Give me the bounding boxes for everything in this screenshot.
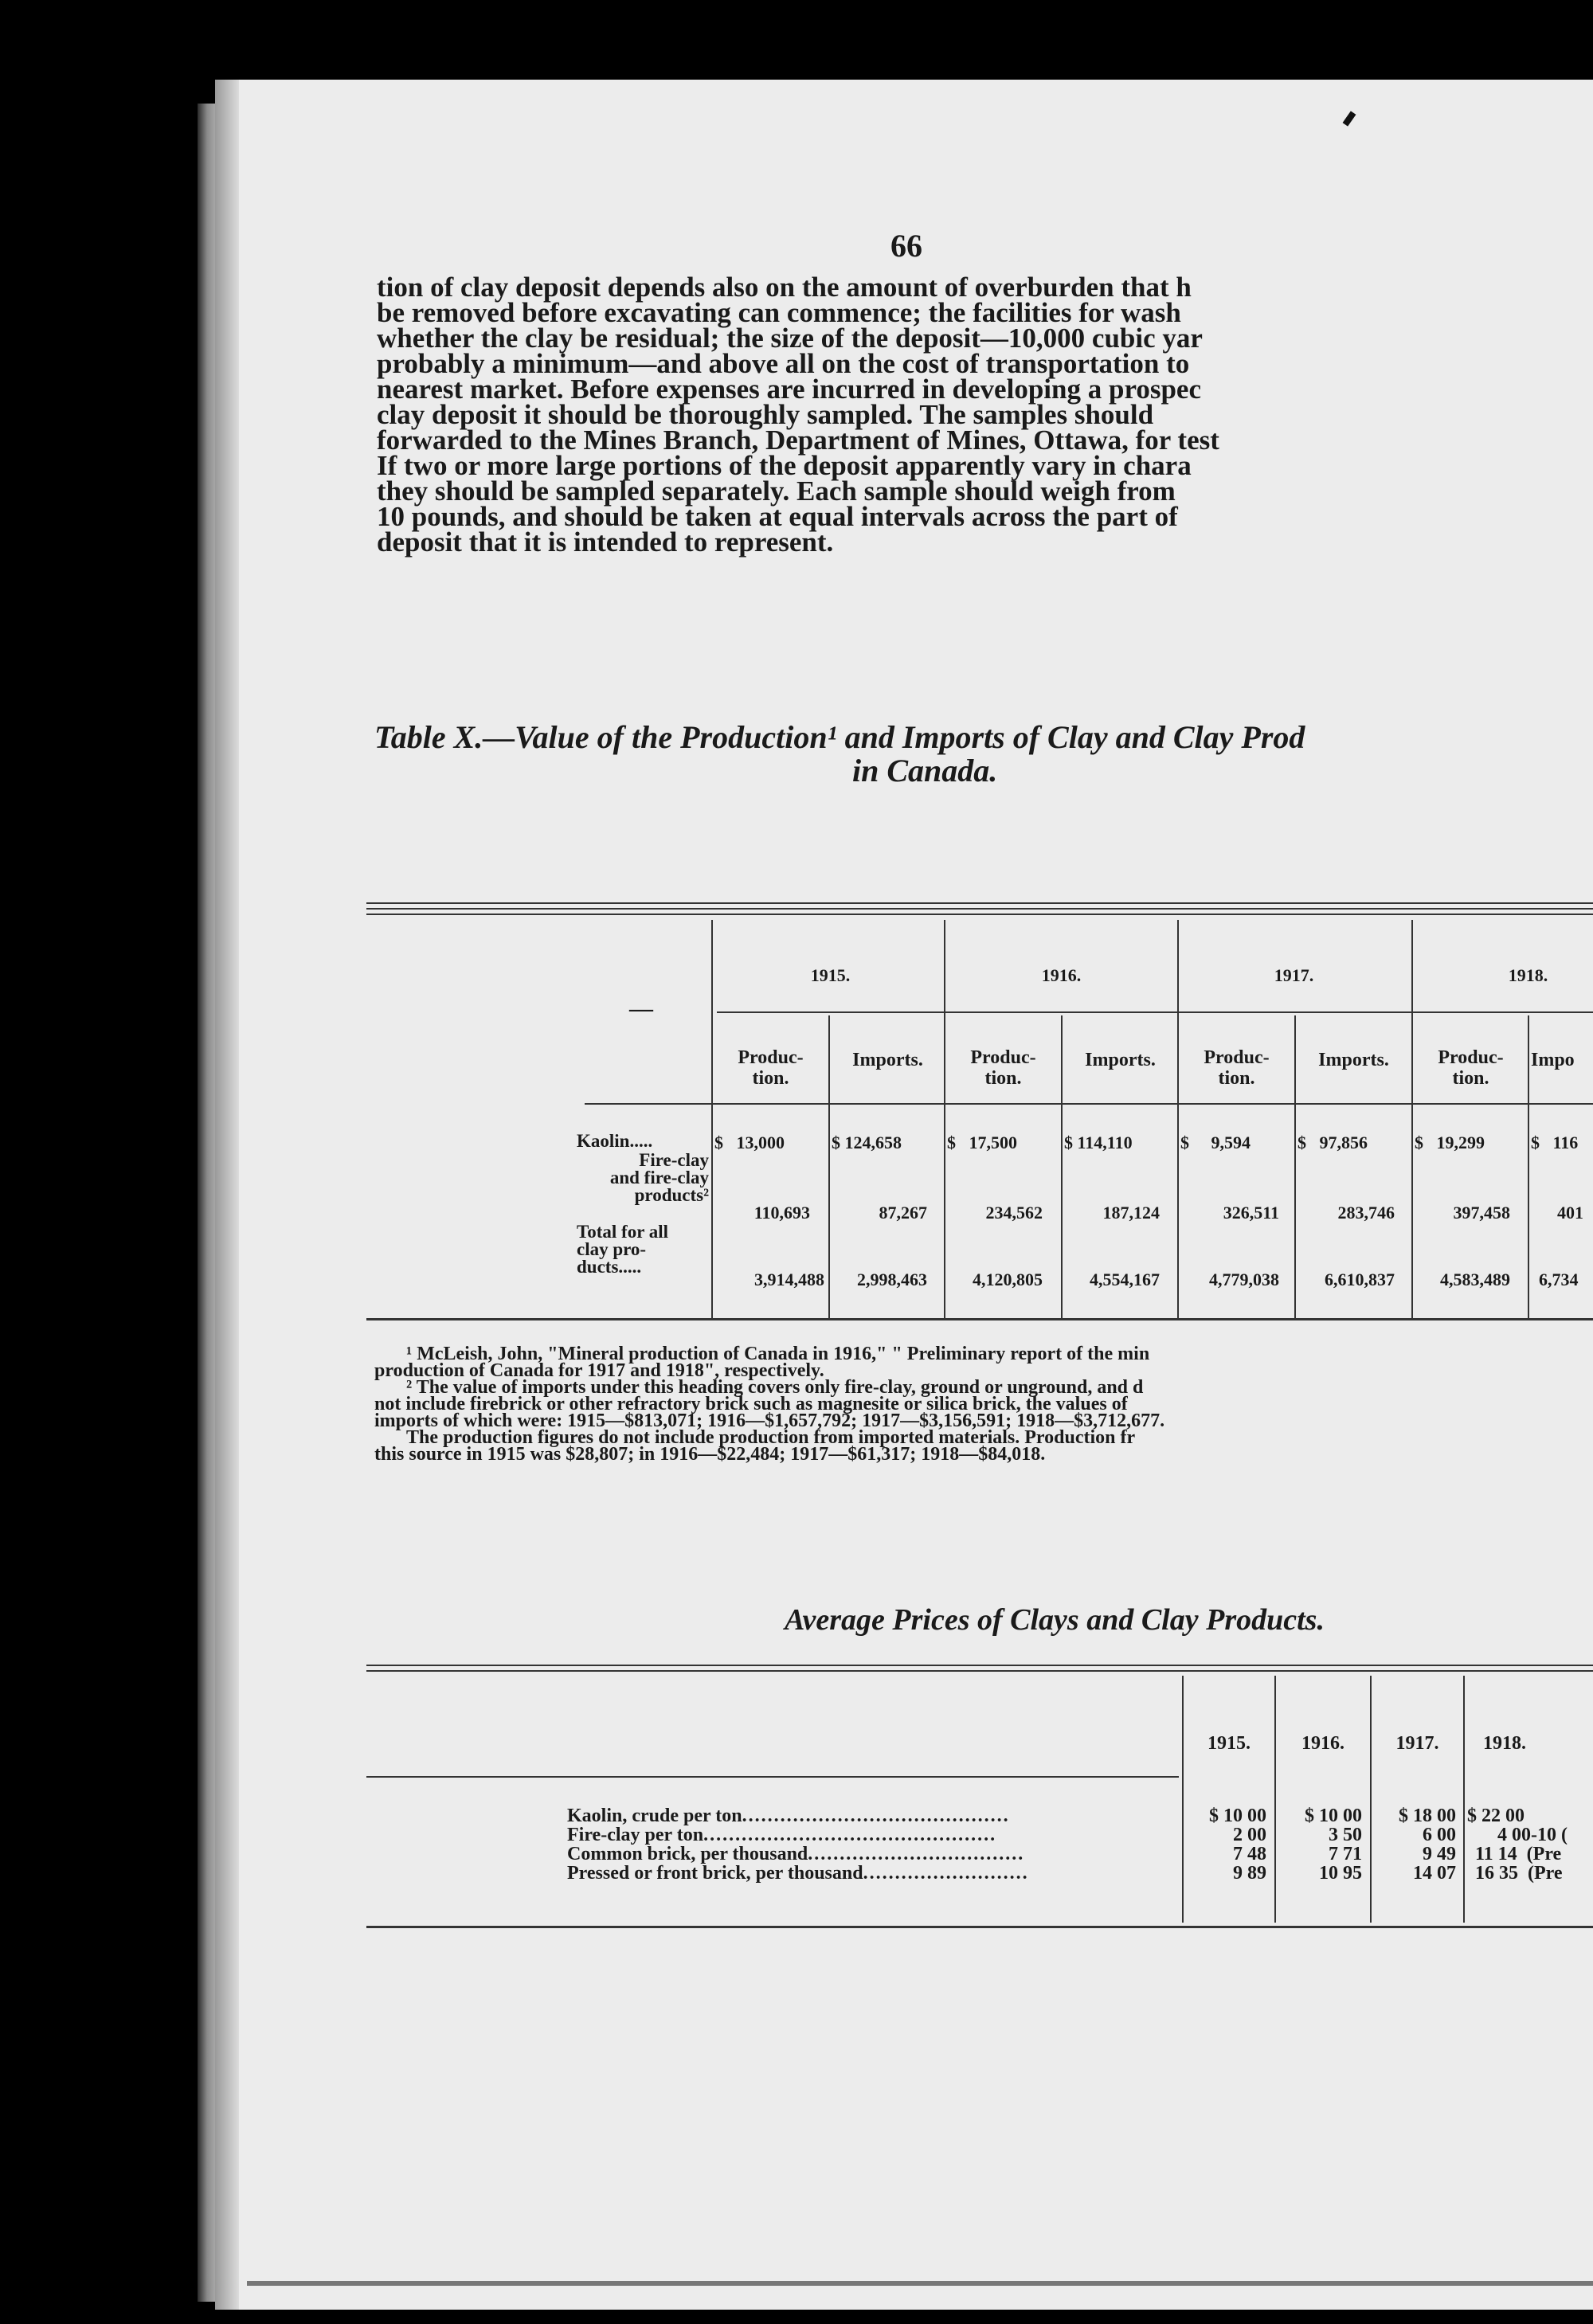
paragraph-line: whether the clay be residual; the size of the deposit—10,000 cubic yar [377,323,1203,354]
table-rule [366,914,1593,915]
scan-mark [1343,111,1356,126]
table-cell: $ 97,856 [1297,1133,1368,1152]
paragraph-line: be removed before excavating can commence; the facilities for wash [377,297,1181,328]
column-header: Impo [1531,1050,1575,1070]
price-cell: 9 49 [1423,1844,1456,1864]
year-header: 1915. [1207,1733,1251,1754]
table-cell: $ 124,658 [832,1133,902,1152]
price-cell: $ 10 00 [1209,1806,1266,1826]
footnote-line: not include firebrick or other refractory brick such as magnesite or silica brick, the values of [374,1394,1128,1414]
year-header: 1918. [1508,965,1548,985]
table-x-title-line: Table X.—Value of the Production¹ and Imports of Clay and Clay Prod [374,719,1305,755]
table-cell: 6,610,837 [1325,1270,1395,1289]
table-rule [585,1103,1593,1105]
row-label: Total for all clay pro- ducts..... [577,1222,669,1277]
price-cell: 4 00-10 ( [1497,1825,1568,1845]
table-cell: 110,693 [753,1203,810,1223]
paragraph-line: nearest market. Before expenses are incurred in developing a prospec [377,374,1201,405]
year-header: 1917. [1395,1733,1439,1754]
price-row-label: Kaolin, crude per ton.......................................... [567,1806,1010,1826]
price-row-label: Common brick, per thousand.................................. [567,1844,1025,1864]
year-header: 1916. [1301,1733,1344,1754]
footnote-line: ¹ McLeish, John, "Mineral production of Canada in 1916," " Preliminary report of the min [406,1344,1150,1364]
table-cell: 401 [1557,1203,1583,1223]
footnote-line: production of Canada for 1917 and 1918", respectively. [374,1360,824,1381]
year-header: 1916. [1041,965,1082,985]
table-cell: 397,458 [1453,1203,1510,1223]
table-corner: — [629,996,653,1022]
price-cell: 2 00 [1233,1825,1266,1845]
price-cell: 16 35 (Pre [1475,1863,1563,1884]
paragraph-line: deposit that it is intended to represent. [377,526,834,558]
page-number: 66 [890,228,922,264]
row-label: Fire-clay and fire-clay products² [609,1150,709,1205]
table-cell: 4,554,167 [1090,1270,1160,1289]
price-cell: 11 14 (Pre [1475,1844,1562,1864]
table-cell: 187,124 [1102,1203,1160,1223]
body-paragraph [377,272,1593,558]
footnotes [374,1346,1593,1463]
table-cell: 2,998,463 [857,1270,927,1289]
price-cell: 7 71 [1329,1844,1362,1864]
table-cell: $ 116 [1531,1133,1579,1152]
price-row-label: Fire-clay per ton.............................................. [567,1825,997,1845]
table-x-title-line: in Canada. [852,753,998,788]
price-cell: $ 18 00 [1399,1806,1456,1826]
table-rule [366,902,1593,904]
column-header: Imports. [1318,1050,1389,1070]
table-cell: 6,734 [1539,1270,1579,1289]
column-header: Produc- tion. [738,1047,804,1089]
table-cell: 326,511 [1223,1203,1279,1223]
year-header: 1917. [1274,965,1314,985]
column-header: Produc- tion. [970,1047,1036,1089]
paragraph-line: 10 pounds, and should be taken at equal intervals across the part of [377,501,1178,532]
column-header: Imports. [852,1050,923,1070]
price-cell: 14 07 [1413,1863,1456,1884]
table-cell: $ 17,500 [947,1133,1017,1152]
table-cell: $ 114,110 [1064,1133,1133,1152]
table-cell: 4,779,038 [1209,1270,1279,1289]
paragraph-line: forwarded to the Mines Branch, Department of Mines, Ottawa, for test [377,425,1219,456]
column-header: Produc- tion. [1438,1047,1504,1089]
price-cell: 7 48 [1233,1844,1266,1864]
table-cell: 3,914,488 [754,1270,824,1289]
year-header: 1918. [1483,1733,1526,1754]
price-cell: $ 22 00 [1467,1806,1525,1826]
table-cell: $ 19,299 [1415,1133,1485,1152]
table-cell: 4,120,805 [973,1270,1043,1289]
average-prices-title: Average Prices of Clays and Clay Products. [785,1603,1325,1637]
paragraph-line: probably a minimum—and above all on the cost of transportation to [377,348,1190,379]
table-cell: $ 9,594 [1180,1133,1251,1152]
footnote-line: imports of which were: 1915—$813,071; 1916—$1,657,792; 1917—$3,156,591; 1918—$3,712,677. [374,1410,1165,1431]
footnote-line: ² The value of imports under this heading covers only fire-clay, ground or unground, and d [406,1377,1144,1398]
table-cell: 4,583,489 [1440,1270,1510,1289]
price-cell: $ 10 00 [1305,1806,1362,1826]
table-rule [366,908,1593,910]
table-x-title [374,721,1593,788]
column-header: Produc- tion. [1204,1047,1270,1089]
table-cell: 87,267 [879,1203,927,1223]
paragraph-line: If two or more large portions of the deposit apparently vary in chara [377,450,1192,481]
table-rule [366,1318,1593,1320]
footnote-line: The production figures do not include production from imported materials. Production fr [406,1427,1136,1448]
price-cell: 6 00 [1423,1825,1456,1845]
table-cell: $ 13,000 [714,1133,785,1152]
paragraph-line: they should be sampled separately. Each sample should weigh from [377,475,1176,507]
row-label: Kaolin..... [577,1131,653,1151]
price-row-label: Pressed or front brick, per thousand.......................... [567,1863,1029,1884]
table-cell: 283,746 [1337,1203,1395,1223]
footnote-line: this source in 1915 was $28,807; in 1916—$22,484; 1917—$61,317; 1918—$84,018. [374,1444,1046,1465]
column-header: Imports. [1085,1050,1156,1070]
price-cell: 3 50 [1329,1825,1362,1845]
paragraph-line: tion of clay deposit depends also on the amount of overburden that h [377,272,1192,303]
year-header: 1915. [810,965,851,985]
table-rule [717,1011,1593,1013]
table-cell: 234,562 [985,1203,1043,1223]
price-cell: 9 89 [1233,1863,1266,1884]
price-cell: 10 95 [1319,1863,1362,1884]
paragraph-line: clay deposit it should be thoroughly sampled. The samples should [377,399,1154,430]
